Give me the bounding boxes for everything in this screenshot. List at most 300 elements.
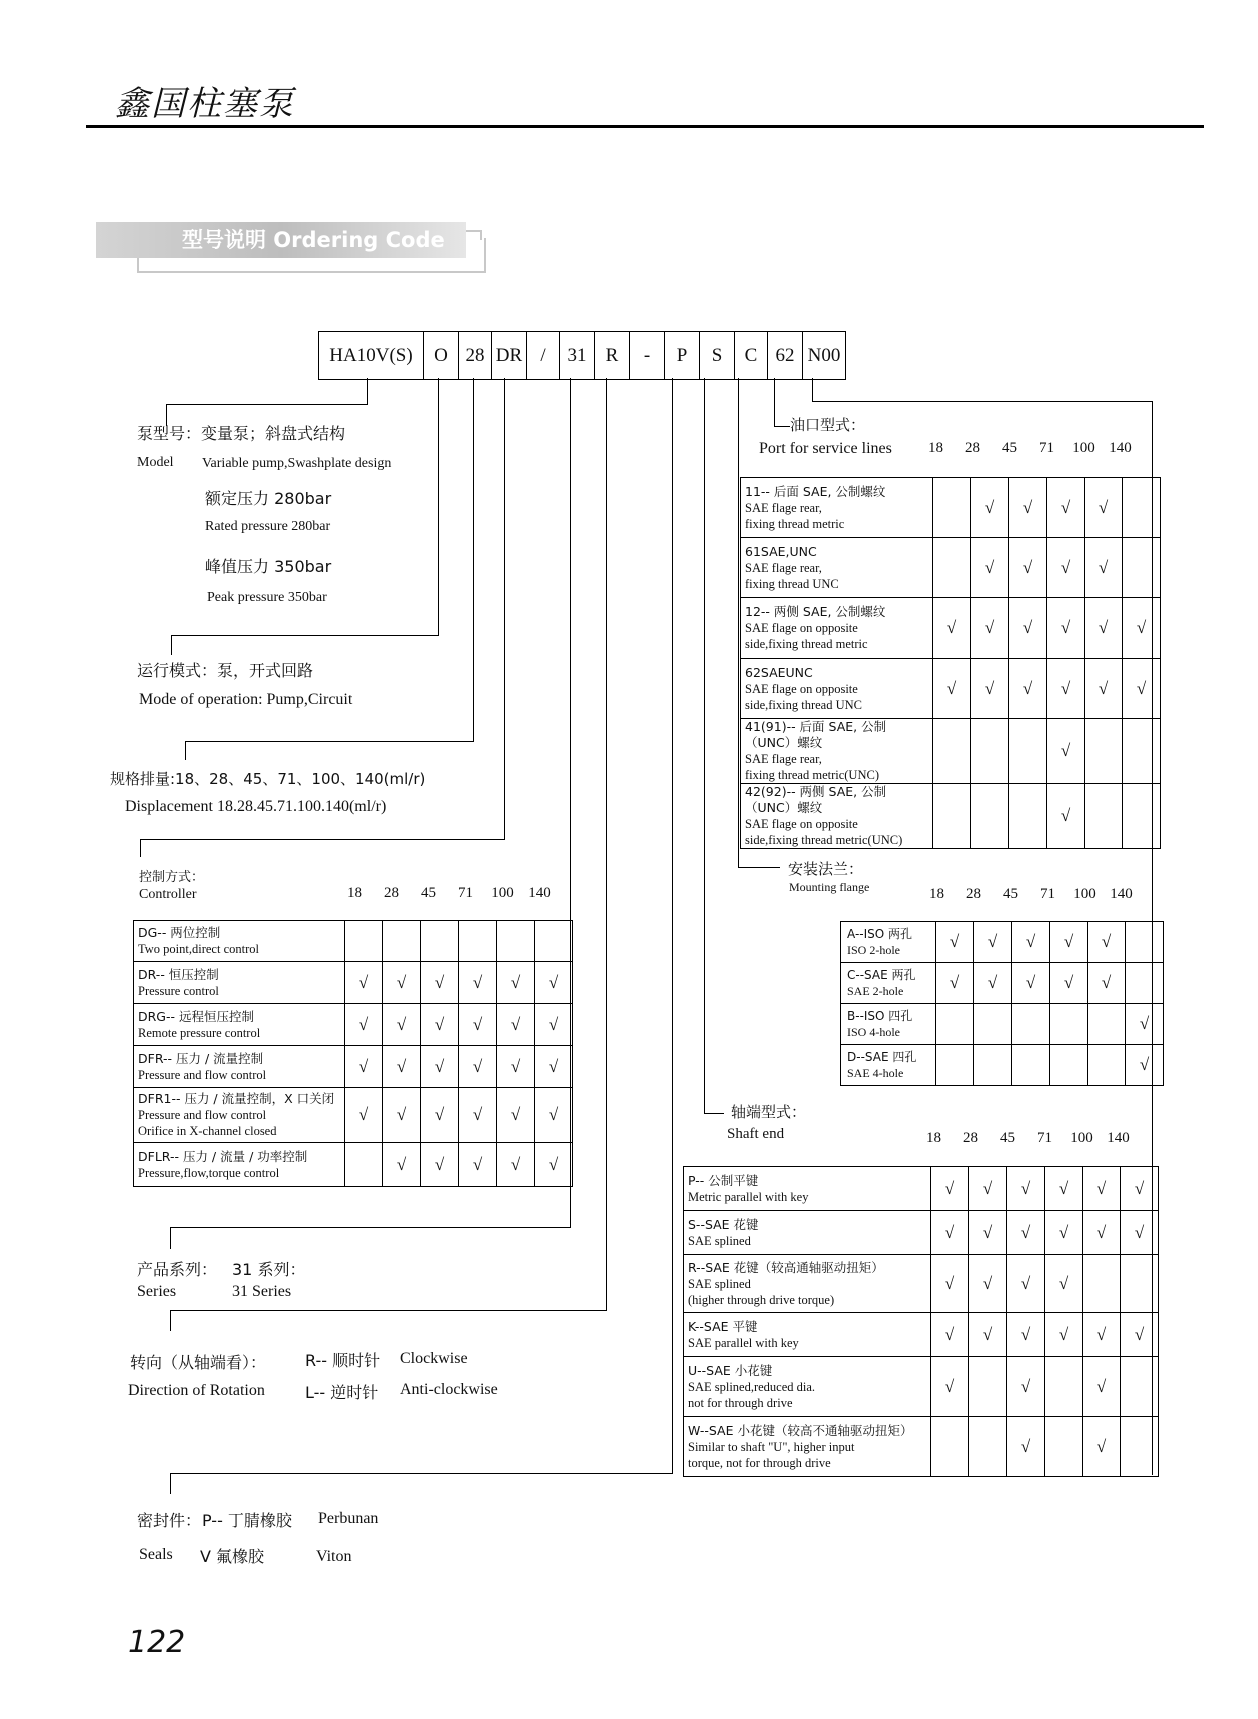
code-cell: P — [664, 332, 699, 379]
rotation-l-cn: L-- 逆时针 — [305, 1383, 379, 1402]
availability-cell: √ — [1047, 538, 1085, 598]
availability-cell — [1123, 478, 1161, 538]
option-line: fixing thread metric — [745, 516, 845, 531]
availability-cell — [1012, 1045, 1050, 1086]
availability-cell: √ — [383, 1088, 421, 1143]
size-header-cell: 45 — [1003, 886, 1018, 902]
availability-cell: √ — [1012, 922, 1050, 963]
availability-cell: √ — [1083, 1417, 1121, 1477]
option-line: fixing thread metric(UNC) — [745, 768, 879, 782]
option-line: C--SAE 两孔 — [847, 967, 916, 982]
availability-cell — [1123, 538, 1161, 598]
availability-cell — [1045, 1417, 1083, 1477]
size-header-cell: 100 — [491, 885, 514, 901]
availability-cell: √ — [497, 1088, 535, 1143]
availability-cell: √ — [497, 1004, 535, 1046]
size-header-cell: 140 — [1110, 886, 1133, 902]
availability-cell — [1009, 719, 1047, 784]
availability-cell: √ — [345, 1004, 383, 1046]
availability-cell: √ — [497, 962, 535, 1004]
availability-cell — [383, 921, 421, 962]
size-header-cell: 18 — [926, 1130, 941, 1146]
availability-cell: √ — [1123, 659, 1161, 719]
option-line: not for through drive — [688, 1395, 793, 1410]
availability-cell — [933, 538, 971, 598]
size-header-cell: 100 — [1072, 440, 1095, 456]
availability-cell: √ — [1085, 478, 1123, 538]
shaft-size-header — [915, 1130, 1137, 1147]
flange-table — [840, 921, 1164, 1086]
availability-cell: √ — [971, 478, 1009, 538]
option-description — [134, 1143, 345, 1187]
option-line: 41(91)-- 后面 SAE, 公制（UNC）螺纹 — [745, 719, 887, 750]
table-row — [841, 922, 1164, 963]
ports-title-en: Port for service lines — [759, 440, 892, 457]
model-label: Model — [137, 455, 174, 470]
option-description — [741, 719, 933, 784]
availability-cell — [421, 921, 459, 962]
option-line: Two point,direct control — [138, 942, 259, 956]
size-header-cell: 18 — [928, 440, 943, 456]
availability-cell: √ — [345, 1088, 383, 1143]
availability-cell: √ — [1085, 598, 1123, 659]
size-header-cell: 100 — [1070, 1130, 1093, 1146]
seals-label-cn: 密封件： — [137, 1511, 202, 1530]
availability-cell — [933, 784, 971, 849]
table-row — [684, 1255, 1159, 1313]
availability-cell: √ — [459, 1143, 497, 1187]
ports-title-cn: 油口型式： — [790, 416, 866, 434]
series-label-en: Series — [137, 1283, 177, 1300]
availability-cell: √ — [1007, 1357, 1045, 1417]
availability-cell — [1085, 719, 1123, 784]
option-line: DG-- 两位控制 — [138, 925, 221, 940]
size-header-cell: 45 — [1002, 440, 1017, 456]
availability-cell — [345, 1143, 383, 1187]
option-line: 42(92)-- 两侧 SAE, 公制（UNC）螺纹 — [745, 784, 887, 815]
availability-cell — [971, 719, 1009, 784]
option-description — [741, 659, 933, 719]
option-line: DR-- 恒压控制 — [138, 966, 219, 982]
availability-cell — [933, 478, 971, 538]
availability-cell: √ — [1085, 659, 1123, 719]
option-description — [741, 598, 933, 659]
availability-cell: √ — [933, 598, 971, 659]
option-line: ISO 2-hole — [847, 943, 900, 957]
header-rule — [86, 125, 1204, 128]
option-line: A--ISO 两孔 — [847, 926, 913, 941]
availability-cell — [1088, 1045, 1126, 1086]
table-row — [684, 1211, 1159, 1255]
availability-cell: √ — [969, 1313, 1007, 1357]
availability-cell: √ — [931, 1357, 969, 1417]
availability-cell: √ — [497, 1143, 535, 1187]
option-line: SAE splined,reduced dia. — [688, 1379, 816, 1394]
peak-pressure-cn: 峰值压力 350bar — [205, 557, 332, 576]
availability-cell — [497, 921, 535, 962]
availability-cell — [1088, 1004, 1126, 1045]
code-cell: C — [734, 332, 767, 379]
code-cell: R — [594, 332, 629, 379]
option-line: Pressure control — [138, 983, 219, 998]
series-value-en: 31 Series — [232, 1283, 292, 1300]
availability-cell: √ — [459, 1046, 497, 1088]
option-line: Pressure,flow,torque control — [138, 1165, 280, 1180]
option-line: 11-- 后面 SAE, 公制螺纹 — [745, 483, 886, 499]
availability-cell — [933, 719, 971, 784]
series-label-cn: 产品系列： — [137, 1260, 218, 1279]
displacement-en: Displacement 18.28.45.71.100.140(ml/r) — [125, 798, 387, 815]
option-description — [841, 963, 936, 1004]
option-line: SAE splined — [688, 1233, 751, 1248]
availability-cell — [1126, 963, 1164, 1004]
option-line: (higher through drive torque) — [688, 1292, 835, 1307]
availability-cell: √ — [1012, 963, 1050, 1004]
table-row — [741, 659, 1161, 719]
table-row — [841, 1045, 1164, 1086]
availability-cell — [1045, 1357, 1083, 1417]
size-header-cell: 28 — [966, 886, 981, 902]
availability-cell: √ — [936, 963, 974, 1004]
availability-cell — [459, 921, 497, 962]
availability-cell: √ — [1083, 1357, 1121, 1417]
availability-cell: √ — [497, 1046, 535, 1088]
code-cell: HA10V(S) — [329, 345, 413, 366]
option-line: 12-- 两侧 SAE, 公制螺纹 — [745, 604, 886, 619]
option-line: SAE splined — [688, 1276, 751, 1291]
availability-cell — [1012, 1004, 1050, 1045]
option-line: SAE flage on opposite — [745, 621, 858, 635]
option-line: R--SAE 花键（较高通轴驱动扭矩） — [688, 1259, 884, 1275]
availability-cell: √ — [1123, 598, 1161, 659]
availability-cell: √ — [459, 1088, 497, 1143]
availability-cell: √ — [969, 1167, 1007, 1211]
option-line: side,fixing thread UNC — [745, 697, 862, 712]
availability-cell — [969, 1357, 1007, 1417]
availability-cell: √ — [1121, 1313, 1159, 1357]
availability-cell: √ — [971, 659, 1009, 719]
option-line: W--SAE 小花键（较高不通轴驱动扭矩） — [688, 1422, 913, 1438]
rated-pressure-en: Rated pressure 280bar — [205, 519, 331, 534]
peak-pressure-en: Peak pressure 350bar — [207, 590, 327, 605]
availability-cell: √ — [1007, 1255, 1045, 1313]
availability-cell: √ — [535, 1143, 573, 1187]
availability-cell — [974, 1004, 1012, 1045]
code-cell: DR — [491, 332, 526, 379]
model-desc: Variable pump,Swashplate design — [202, 456, 392, 471]
option-line: side,fixing thread metric(UNC) — [745, 833, 903, 847]
availability-cell: √ — [1088, 922, 1126, 963]
availability-cell: √ — [1083, 1313, 1121, 1357]
flange-title-cn: 安装法兰： — [788, 860, 864, 878]
series-value-cn: 31 系列： — [232, 1260, 306, 1279]
controller-table — [133, 920, 573, 1187]
availability-cell — [1121, 1417, 1159, 1477]
availability-cell — [1123, 784, 1161, 849]
availability-cell: √ — [1007, 1167, 1045, 1211]
controller-size-header — [336, 885, 558, 902]
option-line: DFR-- 压力 / 流量控制 — [138, 1050, 264, 1066]
code-cell: N00 — [802, 332, 845, 379]
availability-cell — [345, 921, 383, 962]
availability-cell: √ — [969, 1255, 1007, 1313]
availability-cell: √ — [1045, 1255, 1083, 1313]
table-row — [684, 1357, 1159, 1417]
size-header-cell: 140 — [1109, 440, 1132, 456]
table-row — [134, 962, 573, 1004]
operation-title: 运行模式：泵，开式回路 — [137, 661, 314, 680]
shaft-title-en: Shaft end — [727, 1126, 785, 1142]
option-line: SAE flage rear, — [745, 752, 822, 766]
option-description — [134, 1004, 345, 1046]
availability-cell: √ — [969, 1211, 1007, 1255]
operation-en: Mode of operation: Pump,Circuit — [139, 691, 353, 708]
option-line: DRG-- 远程恒压控制 — [138, 1008, 254, 1024]
availability-cell — [1050, 1045, 1088, 1086]
table-row — [841, 963, 1164, 1004]
availability-cell — [974, 1045, 1012, 1086]
table-row — [741, 538, 1161, 598]
option-line: 62SAEUNC — [745, 664, 813, 680]
availability-cell: √ — [1126, 1004, 1164, 1045]
option-line: S--SAE 花键 — [688, 1216, 759, 1232]
availability-cell: √ — [1121, 1211, 1159, 1255]
availability-cell: √ — [1009, 538, 1047, 598]
code-cell: 62 — [767, 332, 802, 379]
availability-cell: √ — [1088, 963, 1126, 1004]
controller-title-en: Controller — [139, 887, 197, 902]
option-description — [684, 1255, 931, 1313]
option-line: B--ISO 四孔 — [847, 1008, 913, 1023]
option-line: P-- 公制平键 — [688, 1172, 759, 1188]
option-description — [741, 478, 933, 538]
availability-cell: √ — [345, 962, 383, 1004]
availability-cell: √ — [1047, 784, 1085, 849]
displacement-cn: 规格排量:18、28、45、71、100、140(ml/r) — [110, 770, 426, 788]
seal-p-cn: P-- 丁腈橡胶 — [202, 1511, 292, 1530]
option-line: SAE flage rear, — [745, 500, 822, 515]
option-line: SAE flage rear, — [745, 560, 822, 575]
code-cell: S — [699, 332, 734, 379]
availability-cell: √ — [1126, 1045, 1164, 1086]
table-row — [841, 1004, 1164, 1045]
availability-cell: √ — [1007, 1417, 1045, 1477]
table-row — [741, 598, 1161, 659]
availability-cell: √ — [421, 1088, 459, 1143]
availability-cell: √ — [1009, 659, 1047, 719]
flange-size-header — [918, 886, 1140, 903]
ordering-code-row — [318, 331, 846, 380]
rotation-r-en: Clockwise — [400, 1350, 468, 1367]
table-row — [741, 719, 1161, 784]
availability-cell: √ — [459, 962, 497, 1004]
option-line: D--SAE 四孔 — [847, 1049, 917, 1064]
option-description — [841, 1045, 936, 1086]
option-description — [741, 538, 933, 598]
availability-cell — [936, 1004, 974, 1045]
table-row — [134, 1143, 573, 1187]
availability-cell — [1126, 922, 1164, 963]
rotation-l-en: Anti-clockwise — [400, 1381, 498, 1398]
availability-cell: √ — [971, 598, 1009, 659]
availability-cell: √ — [933, 659, 971, 719]
option-line: U--SAE 小花键 — [688, 1362, 773, 1378]
option-description — [134, 1088, 345, 1143]
availability-cell: √ — [931, 1313, 969, 1357]
option-description — [684, 1357, 931, 1417]
availability-cell: √ — [1083, 1167, 1121, 1211]
option-description — [134, 962, 345, 1004]
option-line: Orifice in X-channel closed — [138, 1124, 277, 1138]
size-header-cell: 140 — [1107, 1130, 1130, 1146]
ports-table — [740, 477, 1161, 849]
availability-cell: √ — [1045, 1211, 1083, 1255]
availability-cell: √ — [535, 962, 573, 1004]
table-row — [134, 1046, 573, 1088]
availability-cell: √ — [1007, 1313, 1045, 1357]
availability-cell: √ — [974, 963, 1012, 1004]
availability-cell: √ — [1009, 478, 1047, 538]
availability-cell — [931, 1417, 969, 1477]
option-description — [684, 1167, 931, 1211]
rated-pressure-cn: 额定压力 280bar — [205, 489, 332, 508]
availability-cell: √ — [1045, 1167, 1083, 1211]
table-row — [741, 478, 1161, 538]
option-line: Remote pressure control — [138, 1025, 261, 1040]
option-line: Metric parallel with key — [688, 1189, 809, 1204]
availability-cell — [936, 1045, 974, 1086]
option-line: Pressure and flow control — [138, 1108, 267, 1122]
availability-cell: √ — [1045, 1313, 1083, 1357]
size-header-cell: 140 — [528, 885, 551, 901]
size-header-cell: 71 — [1039, 440, 1054, 456]
controller-title-cn: 控制方式： — [139, 870, 205, 885]
availability-cell: √ — [383, 1046, 421, 1088]
availability-cell — [1085, 784, 1123, 849]
size-header-cell: 100 — [1073, 886, 1096, 902]
availability-cell — [971, 784, 1009, 849]
availability-cell: √ — [345, 1046, 383, 1088]
size-header-cell: 71 — [1037, 1130, 1052, 1146]
option-description — [841, 1004, 936, 1045]
table-row — [684, 1417, 1159, 1477]
option-description — [684, 1211, 931, 1255]
brand-title: 鑫国柱塞泵 — [115, 84, 295, 124]
availability-cell: √ — [1047, 478, 1085, 538]
table-row — [134, 1088, 573, 1143]
option-line: SAE flage on opposite — [745, 681, 858, 696]
code-cell: O — [423, 332, 458, 379]
availability-cell — [1009, 784, 1047, 849]
ports-size-header — [917, 440, 1139, 457]
shaft-title-cn: 轴端型式： — [731, 1103, 807, 1121]
availability-cell: √ — [1050, 922, 1088, 963]
option-line: ISO 4-hole — [847, 1025, 900, 1039]
availability-cell: √ — [383, 1004, 421, 1046]
option-line: DFLR-- 压力 / 流量 / 功率控制 — [138, 1148, 308, 1164]
availability-cell: √ — [421, 1004, 459, 1046]
rotation-title-cn: 转向（从轴端看）： — [130, 1353, 267, 1372]
size-header-cell: 28 — [963, 1130, 978, 1146]
banner-tick — [466, 230, 482, 240]
table-row — [684, 1167, 1159, 1211]
option-line: SAE parallel with key — [688, 1335, 799, 1350]
availability-cell: √ — [1050, 963, 1088, 1004]
code-cell: - — [629, 332, 664, 379]
availability-cell: √ — [535, 1004, 573, 1046]
availability-cell: √ — [1121, 1167, 1159, 1211]
availability-cell: √ — [421, 1143, 459, 1187]
availability-cell — [535, 921, 573, 962]
table-row — [134, 921, 573, 962]
option-line: 61SAE,UNC — [745, 543, 817, 559]
availability-cell: √ — [383, 1143, 421, 1187]
option-line: SAE 4-hole — [847, 1066, 904, 1080]
option-description — [134, 1046, 345, 1088]
code-cell: 28 — [458, 332, 491, 379]
table-row — [684, 1313, 1159, 1357]
flange-title-en: Mounting flange — [789, 880, 870, 894]
availability-cell — [1121, 1357, 1159, 1417]
option-line: SAE flage on opposite — [745, 817, 858, 831]
option-line: fixing thread UNC — [745, 576, 839, 591]
seals-label-en: Seals — [139, 1546, 173, 1563]
option-description — [841, 922, 936, 963]
availability-cell: √ — [971, 538, 1009, 598]
size-header-cell: 45 — [421, 885, 436, 901]
page-number: 122 — [128, 1625, 186, 1660]
section-banner: 型号说明 Ordering Code — [96, 222, 466, 258]
pump-type-title: 泵型号：变量泵；斜盘式结构 — [137, 424, 346, 443]
seal-p-en: Perbunan — [318, 1510, 379, 1527]
availability-cell: √ — [421, 962, 459, 1004]
option-line: torque, not for through drive — [688, 1455, 831, 1470]
availability-cell: √ — [1007, 1211, 1045, 1255]
size-header-cell: 18 — [929, 886, 944, 902]
option-description — [741, 784, 933, 849]
size-header-cell: 45 — [1000, 1130, 1015, 1146]
availability-cell: √ — [1047, 659, 1085, 719]
option-line: Similar to shaft "U", higher input — [688, 1439, 855, 1454]
availability-cell — [1123, 719, 1161, 784]
size-header-cell: 28 — [384, 885, 399, 901]
availability-cell: √ — [459, 1004, 497, 1046]
size-header-cell: 71 — [1040, 886, 1055, 902]
code-cell: 31 — [559, 332, 594, 379]
availability-cell: √ — [383, 962, 421, 1004]
availability-cell — [1050, 1004, 1088, 1045]
availability-cell — [969, 1417, 1007, 1477]
option-description — [134, 921, 345, 962]
availability-cell: √ — [1085, 538, 1123, 598]
availability-cell: √ — [1009, 598, 1047, 659]
option-line: K--SAE 平键 — [688, 1318, 758, 1334]
table-row — [134, 1004, 573, 1046]
option-line: SAE 2-hole — [847, 984, 904, 998]
availability-cell — [1083, 1255, 1121, 1313]
availability-cell: √ — [931, 1255, 969, 1313]
availability-cell: √ — [974, 922, 1012, 963]
option-line: DFR1-- 压力 / 流量控制，X 口关闭 — [138, 1091, 335, 1106]
table-row — [741, 784, 1161, 849]
availability-cell: √ — [931, 1167, 969, 1211]
option-description — [684, 1313, 931, 1357]
rotation-title-en: Direction of Rotation — [128, 1382, 265, 1399]
size-header-cell: 71 — [458, 885, 473, 901]
shaft-table — [683, 1166, 1159, 1477]
availability-cell: √ — [421, 1046, 459, 1088]
availability-cell: √ — [535, 1046, 573, 1088]
